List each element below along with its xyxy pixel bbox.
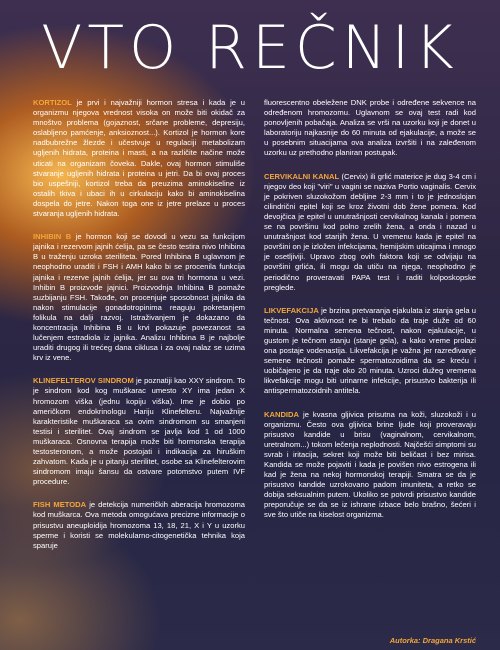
entry-text: (Cervix) ili grlić materice je dug 3-4 cm i njegov deo koji "viri" u vagini se naziva Portio vaginalis. Cervix je pokriven sluzokožom debljine 2-3 mm i to je jednoslojan cilindrični epitel koji se kroz životni dob žene pomera. Kod devojčica je epitel u unutrašnjosti cervikalnog kanala i pomera se na površinu kod polno zrelih žena, a onda i nazad u unutrašnjost kod starijih žena. U vremenu kada je epitel na površini on je izložen infekcijama, hemijskim uticajima i mnogo je osetljiviji. Upravo zbog ovih faktora koji se odvijaju na površini grlića, ili mogu da utiču na njega, neophodno je periodično proveravati PAPA test i raditi kolposkopske preglede.: [264, 171, 476, 292]
entry-text: je kvasna gljivica prisutna na koži, sluzokoži i u organizmu. Često ova gljivica brine ljude koji proveravaju prisustvo kandide u brisu (vaginalnom, cervikalnom, uretralnom...) tokom lečenja neplodnosti. Najčešći simptomi su svrab i iritacija, sekret koji može biti beličast i bez mirisa. Kandida se može pojaviti i kada je povišen nivo estrogena ili kad je žena na nekoj hormonskoj terapiji. Smatra se da je prisustvo kandide uzrokovano padom imuniteta, a retko se dobija seksualnim putem. Ukoliko se potvrdi prisustvo kandide preporučuje se da se iz ishrane izbace belo brašno, šećeri i sve što utiče na kiselost organizma.: [264, 409, 476, 520]
entry-term: KORTIZOL: [33, 98, 72, 107]
left-column: [33, 98, 245, 628]
entry-kandida: [264, 410, 476, 521]
entry-likvefakcija: [264, 306, 476, 397]
right-column: [264, 98, 476, 628]
entry-term: INHIBIN B: [33, 232, 72, 242]
entry-term: KLINEFELTEROV SINDROM: [33, 376, 134, 386]
page-title: VTO REČNIK: [41, 13, 459, 83]
entry-text: je poznatiji kao XXY sindrom. To je sindrom kod kog muškarac umesto XY ima jedan X hromozom viška (jednu kopiju viška). Ime je dobio po američkom endokrinologu Hariju Klinefelteru. Najvažnije karakteristike muškaraca sa ovim sindromom su smanjeni testisi i sterilitet. Ovaj sindrom se javlja kod 1 od 1000 muškaraca. Osnovna terapija može biti hormonska terapija testosteronom, a može postojati i indikacija za hiruškim zahvatom. Kada je u pitanju sterilitet, osobe sa Klinefelterovim sindromom imaju šansu da ostvare potomstvo putem IVF procedure.: [33, 376, 246, 487]
entry-inhibin-b: [33, 232, 245, 363]
entry-text: je brzina pretvaranja ejakulata iz stanja gela u tečnost. Ova aktivnost ne bi trebalo da traje duže od 60 minuta. Normalna semena tečnost, nakon ejakulacije, u gustom je tečnom stanju (stanje gela), a kako vreme prolazi ona postaje vodenastija. Likvefakcija je važna jer razređivanje semene tečnosti pomaže spermatozoidima da se kreću i uobičajeno je da traje oko 20 minuta. Uzroci dužeg vremena likvefakcije mogu biti urinarne infekcije, prisustvo bakterija ili antispermatozoidnih antitela.: [264, 305, 476, 396]
entry-text: je hormon koji se dovodi u vezu sa funkcijom jajnika i rezervom jajnih ćelija, pa se često testira nivo Inhibina B u traženju uzroka steriliteta. Pored Inhibina B uglavnom je neophodno uraditi i FSH i AMH kako bi se procenila funkcija jajnika i rezerve jajnih ćelija, jer su ova tri hormona u vezi. Inhibin B proizvode jajnici. Proizvodnja Inhibina B pomaže suzbijanju FSH. Takođe, on procenjuje sposobnost jajnika da nakon stimulacije gonadotropinima reaguju pokretanjem folikula na dalji razvoj. Istraživanjem je dokazano da koncentracija Inhibina B u krvi pokazuje povezanost sa lučenjem estradiola iz jajnika. Analizu Inhibina B je najbolje uraditi drugog ili trećeg dana ciklusa i za ovaj nalaz se uzima krv iz vene.: [33, 232, 246, 363]
entry-text: fluorescentno obeležene DNK probe i određene sekvence na određenom hromozomu. Uglavnom se ovaj test radi kod ponovljenih pobačaja. Analiza se vrši na uzorku koji je donet u laboratoriju najkasnije do 60 minuta od ejakulacije, a može se u posebnim situacijama ova analiza izvršiti i na zaleđenom uzorku uz prethodno planiran postupak.: [264, 98, 476, 158]
entry-klinefelterov-sindrom: [33, 376, 245, 487]
author-credit: Autorka: Dragana Krstić: [389, 636, 476, 645]
entry-term: CERVIKALNI KANAL: [264, 171, 340, 181]
entry-fish-metoda: [33, 500, 245, 550]
entry-kortizol: [33, 98, 245, 219]
entry-cervikalni-kanal: [264, 172, 476, 293]
entry-text: je detekcija numeričkih aberacija hromozoma kod muškarca. Ova metoda omogućava precizne informacije o prisustvu aneuploidija hromozoma 13, 18, 21, X i Y u uzorku sperme i koristi se molekularno-citogenetička tehnika koja sparuje: [33, 500, 245, 550]
entry-term: LIKVEFAKCIJA: [264, 305, 319, 315]
entry-term: FISH METODA: [33, 500, 87, 510]
entry-term: KANDIDA: [264, 409, 300, 419]
entry-fish-metoda-continued: [264, 98, 476, 159]
glossary-columns: [33, 98, 477, 628]
entry-text: je prvi i najvažniji hormon stresa i kada je u organizmu njegova vrednost visoka on može biti okidač za mnoštvo problema (gojaznost, srčane probleme, depresiju, oslabljeno pamćenje, anksioznost...). Kortizol je hormon kore nadbubrežne žlezde i učestvuje u regulaciji metabolizam ugljenih hidrata, proteina i masti, a na različite načine može uticati na organizam čoveka. Dakle, ovaj hormon stimuliše stvaranje ugljenih hidrata i proteina u jetri. Da bi ovaj proces bio uspešniji, kortizol treba da preuzima aminokiseline iz ostalih tkiva i ubaci ih u cirkulaciju kako bi aminokiselina dospela do jetre. Nakon toga one iz jetre prelaze u proces stvaranja ugljenih hidrata.: [33, 98, 245, 219]
